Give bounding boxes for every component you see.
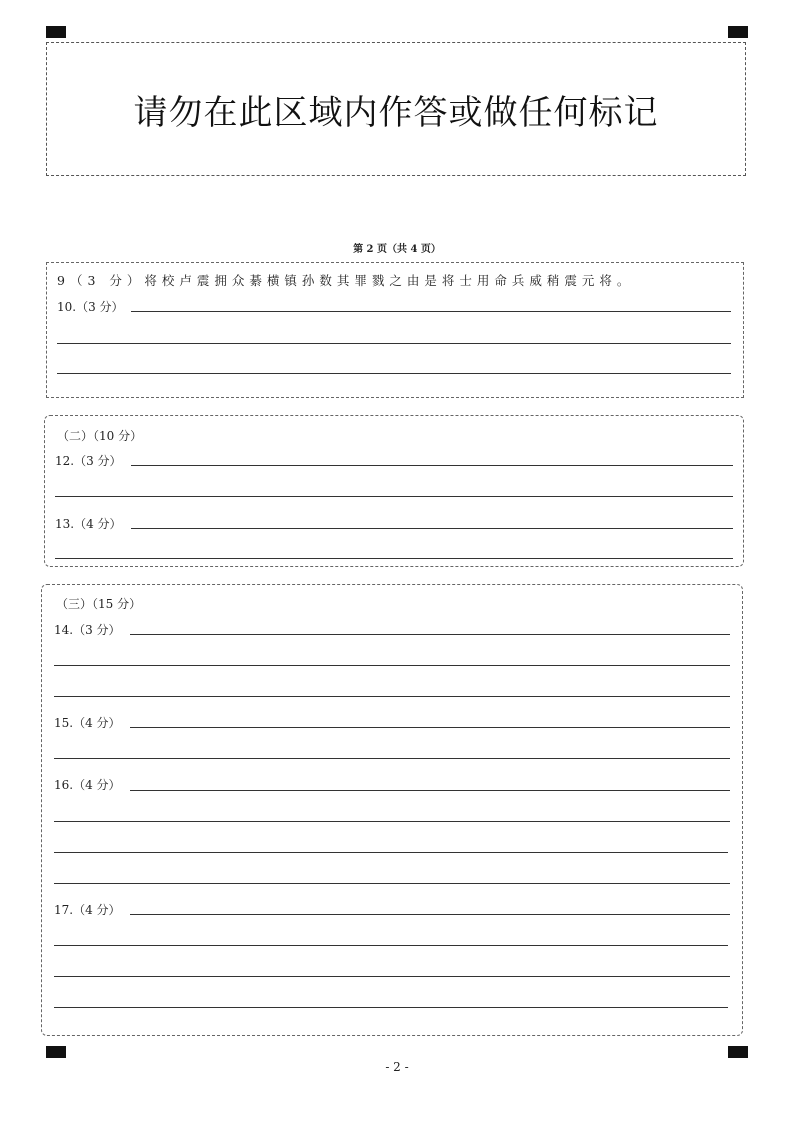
page-number: - 2 -: [385, 1060, 409, 1074]
answer-box-section3: [41, 584, 743, 1036]
question-14-label: 14.（3 分）: [54, 623, 121, 637]
question-9-answer: 9（3 分）将校卢震拥众綦横镇孙数其罪戮之由是将士用命兵威稍震元将。: [57, 273, 635, 288]
answer-box-section2: [44, 415, 744, 567]
answer-line[interactable]: [54, 883, 730, 884]
answer-line[interactable]: [131, 465, 733, 466]
answer-line[interactable]: [54, 821, 730, 822]
answer-line[interactable]: [54, 976, 730, 977]
answer-line[interactable]: [55, 558, 733, 559]
alignment-mark-top-right: [728, 26, 748, 38]
answer-line[interactable]: [55, 496, 733, 497]
alignment-mark-bottom-right: [728, 1046, 748, 1058]
question-15-label: 15.（4 分）: [54, 716, 121, 730]
question-17-label: 17.（4 分）: [54, 903, 121, 917]
answer-line[interactable]: [54, 1007, 728, 1008]
question-13-label: 13.（4 分）: [55, 517, 122, 531]
section3-title: （三）（15 分）: [56, 597, 142, 611]
no-answer-zone-text: 请勿在此区域内作答或做任何标记: [133, 92, 659, 133]
answer-line[interactable]: [54, 852, 728, 853]
answer-line[interactable]: [54, 758, 730, 759]
answer-line[interactable]: [131, 311, 731, 312]
alignment-mark-top-left: [46, 26, 66, 38]
answer-line[interactable]: [54, 696, 730, 697]
answer-box-section1: [46, 262, 744, 398]
answer-line[interactable]: [54, 665, 730, 666]
answer-line[interactable]: [130, 914, 730, 915]
answer-line[interactable]: [54, 945, 728, 946]
answer-line[interactable]: [131, 528, 733, 529]
answer-line[interactable]: [130, 727, 730, 728]
answer-line[interactable]: [57, 373, 731, 374]
question-12-label: 12.（3 分）: [55, 454, 122, 468]
question-16-label: 16.（4 分）: [54, 778, 121, 792]
page-header: 第 2 页（共 4 页）: [353, 244, 441, 255]
section2-title: （二）（10 分）: [57, 429, 143, 443]
alignment-mark-bottom-left: [46, 1046, 66, 1058]
answer-line[interactable]: [130, 790, 730, 791]
question-10-label: 10.（3 分）: [57, 300, 124, 314]
answer-line[interactable]: [57, 343, 731, 344]
answer-line[interactable]: [130, 634, 730, 635]
no-answer-zone: [46, 42, 746, 176]
